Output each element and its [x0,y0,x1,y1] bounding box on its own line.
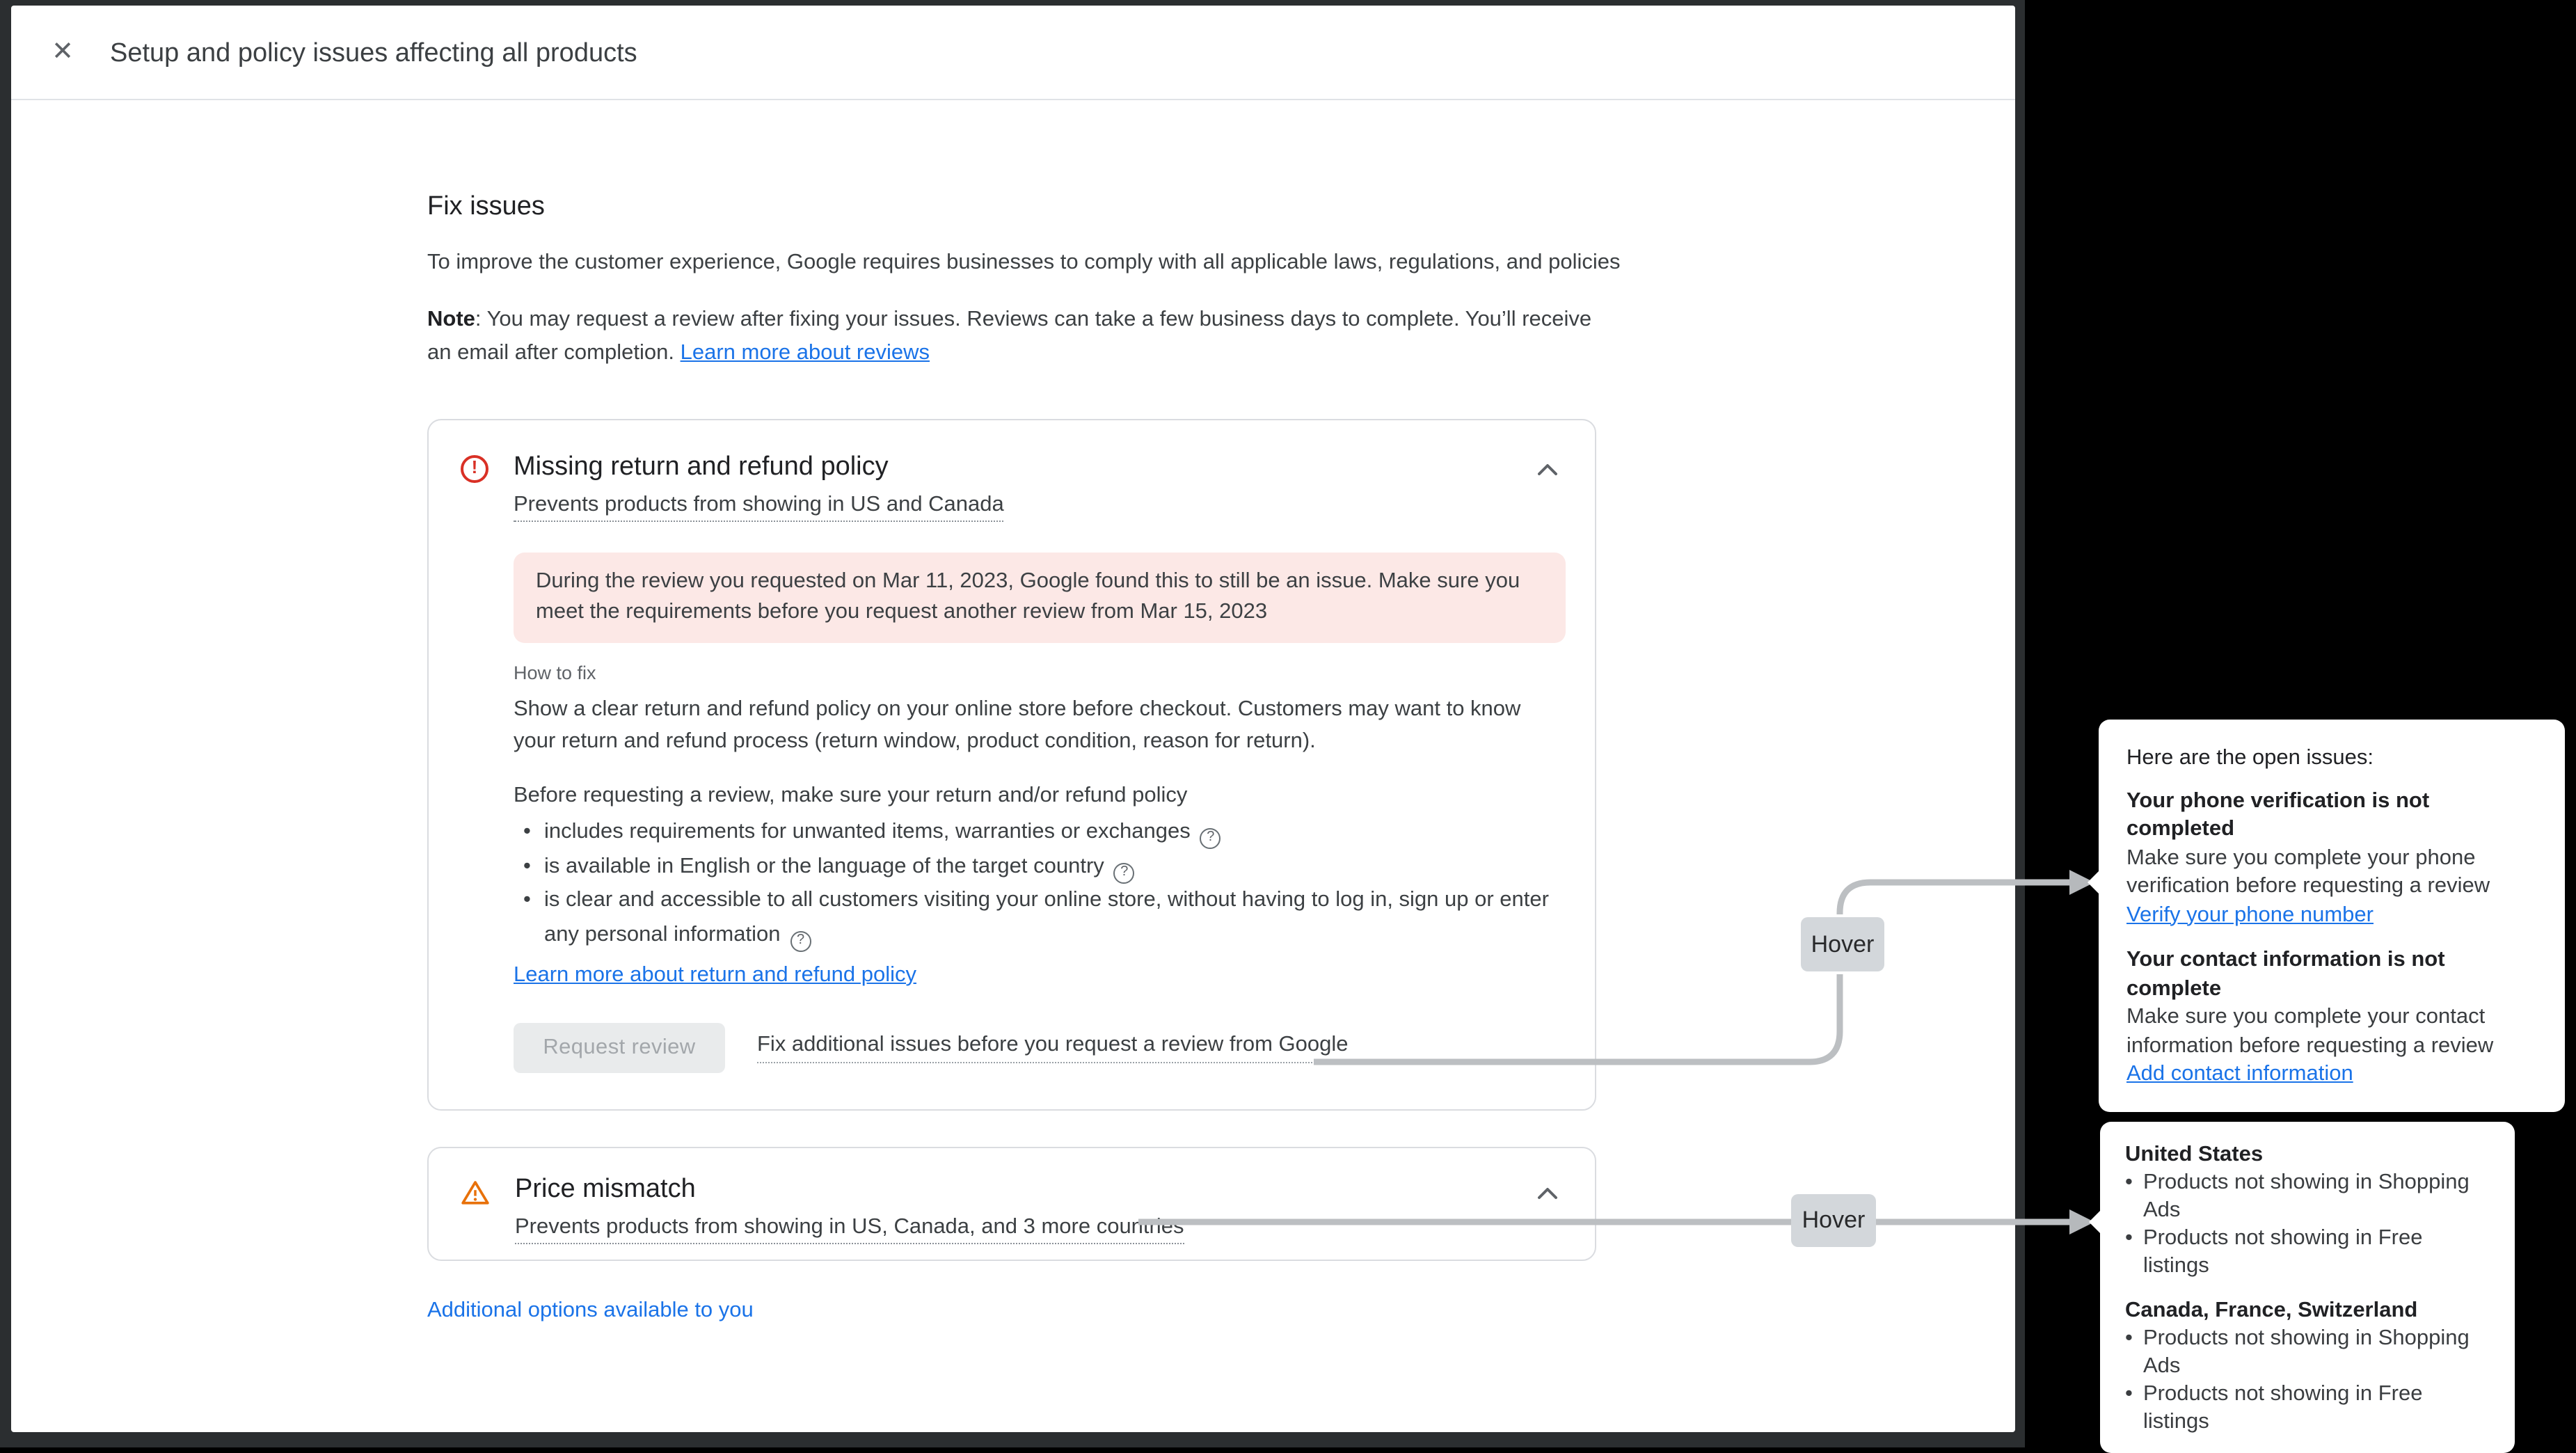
issue-card-price-mismatch [427,1147,1596,1261]
how-to-fix-label: How to fix [514,662,596,683]
tooltip-list-item-text: Products not showing in Free listings [2143,1382,2423,1434]
tooltip-section-title: Your contact information is not complete [2126,948,2445,1000]
chevron-up-icon [1532,455,1563,486]
checklist-item [514,850,1577,884]
intro-note [427,303,1605,370]
issue-header[interactable] [461,1173,1184,1244]
setup-policy-dialog [11,6,2015,1432]
warning-icon [461,1177,490,1214]
tooltip-pointer [2089,1211,2100,1233]
bullet-icon: • [2125,1226,2133,1250]
tooltip-section [2126,946,2537,1089]
issue-subtitle-tooltip-trigger[interactable]: Prevents products from showing in US, Canada, and 3 more countries [515,1214,1184,1244]
tooltip-section [2126,787,2537,930]
bullet-icon: • [2125,1170,2133,1194]
learn-more-reviews-link[interactable]: Learn more about reviews [680,341,930,365]
issue-title: Price mismatch [515,1175,696,1204]
issue-title: Missing return and refund policy [514,452,889,482]
request-review-button[interactable]: Request review [514,1023,725,1073]
fix-issues-heading: Fix issues [427,192,545,221]
tooltip-list-item [2125,1381,2490,1436]
tooltip-section-title: Canada, France, Switzerland [2125,1299,2418,1322]
issue-subtitle-tooltip-trigger[interactable]: Prevents products from showing in US and Canada [514,491,1004,522]
note-label: Note [427,308,475,331]
additional-options-link[interactable]: Additional options available to you [427,1299,754,1322]
tooltip-section-body: Make sure you complete your contact information before requesting a review [2126,1005,2494,1057]
tooltip-list-item [2125,1225,2490,1280]
tooltip-intro: Here are the open issues: [2126,746,2374,770]
close-button[interactable] [45,35,81,71]
close-icon: ✕ [51,38,74,67]
tooltip-list-item [2125,1169,2490,1225]
bullet-icon: • [2125,1326,2133,1350]
bullet-icon: • [523,888,531,912]
issue-card-missing-return-policy [427,419,1596,1111]
help-icon[interactable]: ? [1200,828,1221,849]
checklist-item [514,816,1577,850]
tooltip-pointer [2088,871,2099,894]
help-icon[interactable]: ? [790,930,811,951]
request-review-row [514,1023,1349,1073]
tooltip-section-title: United States [2125,1143,2264,1166]
checklist-item-text: is clear and accessible to all customers visiting your online store, without having to log in, sign up or enter any personal information [544,888,1549,946]
how-to-fix-text: Show a clear return and refund policy on your online store before checkout. Customers may want to know your return and refund process (return window, product condition, reason for return). [514,697,1521,753]
issue-header[interactable] [461,451,1004,522]
dialog-title: Setup and policy issues affecting all products [110,39,637,68]
hover-annotation-label: Hover [1801,917,1884,971]
checklist-item-text: is available in English or the language of the target country [544,854,1104,878]
learn-more-return-policy-link[interactable]: Learn more about return and refund policy [514,963,917,987]
dialog-header [11,6,2015,100]
collapse-card-button[interactable] [1532,1179,1563,1209]
tooltip-list-item-text: Products not showing in Free listings [2143,1226,2423,1278]
note-text: : You may request a review after fixing your issues. Reviews can take a few business days to complete. You’ll receive an email after completion. [427,308,1592,365]
add-contact-information-link[interactable]: Add contact information [2126,1062,2353,1086]
tooltip-section-title: Your phone verification is not completed [2126,788,2430,841]
checklist-item-text: includes requirements for unwanted items, warranties or exchanges [544,820,1191,843]
bullet-icon: • [523,854,531,878]
bullet-icon: • [523,820,531,843]
countries-tooltip [2100,1122,2515,1453]
help-icon[interactable]: ? [1114,862,1135,883]
verify-phone-number-link[interactable]: Verify your phone number [2126,903,2374,926]
tooltip-section [2125,1297,2490,1436]
checklist-intro: Before requesting a review, make sure your return and/or refund policy [514,784,1188,807]
bullet-icon: • [2125,1382,2133,1406]
tooltip-list-item [2125,1325,2490,1381]
policy-checklist [514,816,1577,952]
fix-additional-issues-tooltip-trigger[interactable]: Fix additional issues before you request a review from Google [757,1033,1349,1063]
intro-description: To improve the customer experience, Google requires businesses to comply with all applicable laws, regulations, and policies [427,251,1621,274]
tooltip-list-item-text: Products not showing in Shopping Ads [2143,1326,2470,1378]
tooltip-section-body: Make sure you complete your phone verification before requesting a review [2126,845,2490,898]
collapse-card-button[interactable] [1532,455,1563,486]
chevron-up-icon [1532,1179,1563,1209]
checklist-item [514,884,1577,952]
tooltip-section [2125,1141,2490,1280]
open-issues-tooltip [2099,720,2565,1111]
tooltip-list-item-text: Products not showing in Shopping Ads [2143,1170,2470,1222]
review-failed-alert: During the review you requested on Mar 11, 2023, Google found this to still be an issue. Make sure you meet the requirements before you request another review from Mar 15, 2023 [514,553,1566,643]
hover-annotation-label: Hover [1791,1194,1876,1247]
error-icon: ! [461,455,488,483]
